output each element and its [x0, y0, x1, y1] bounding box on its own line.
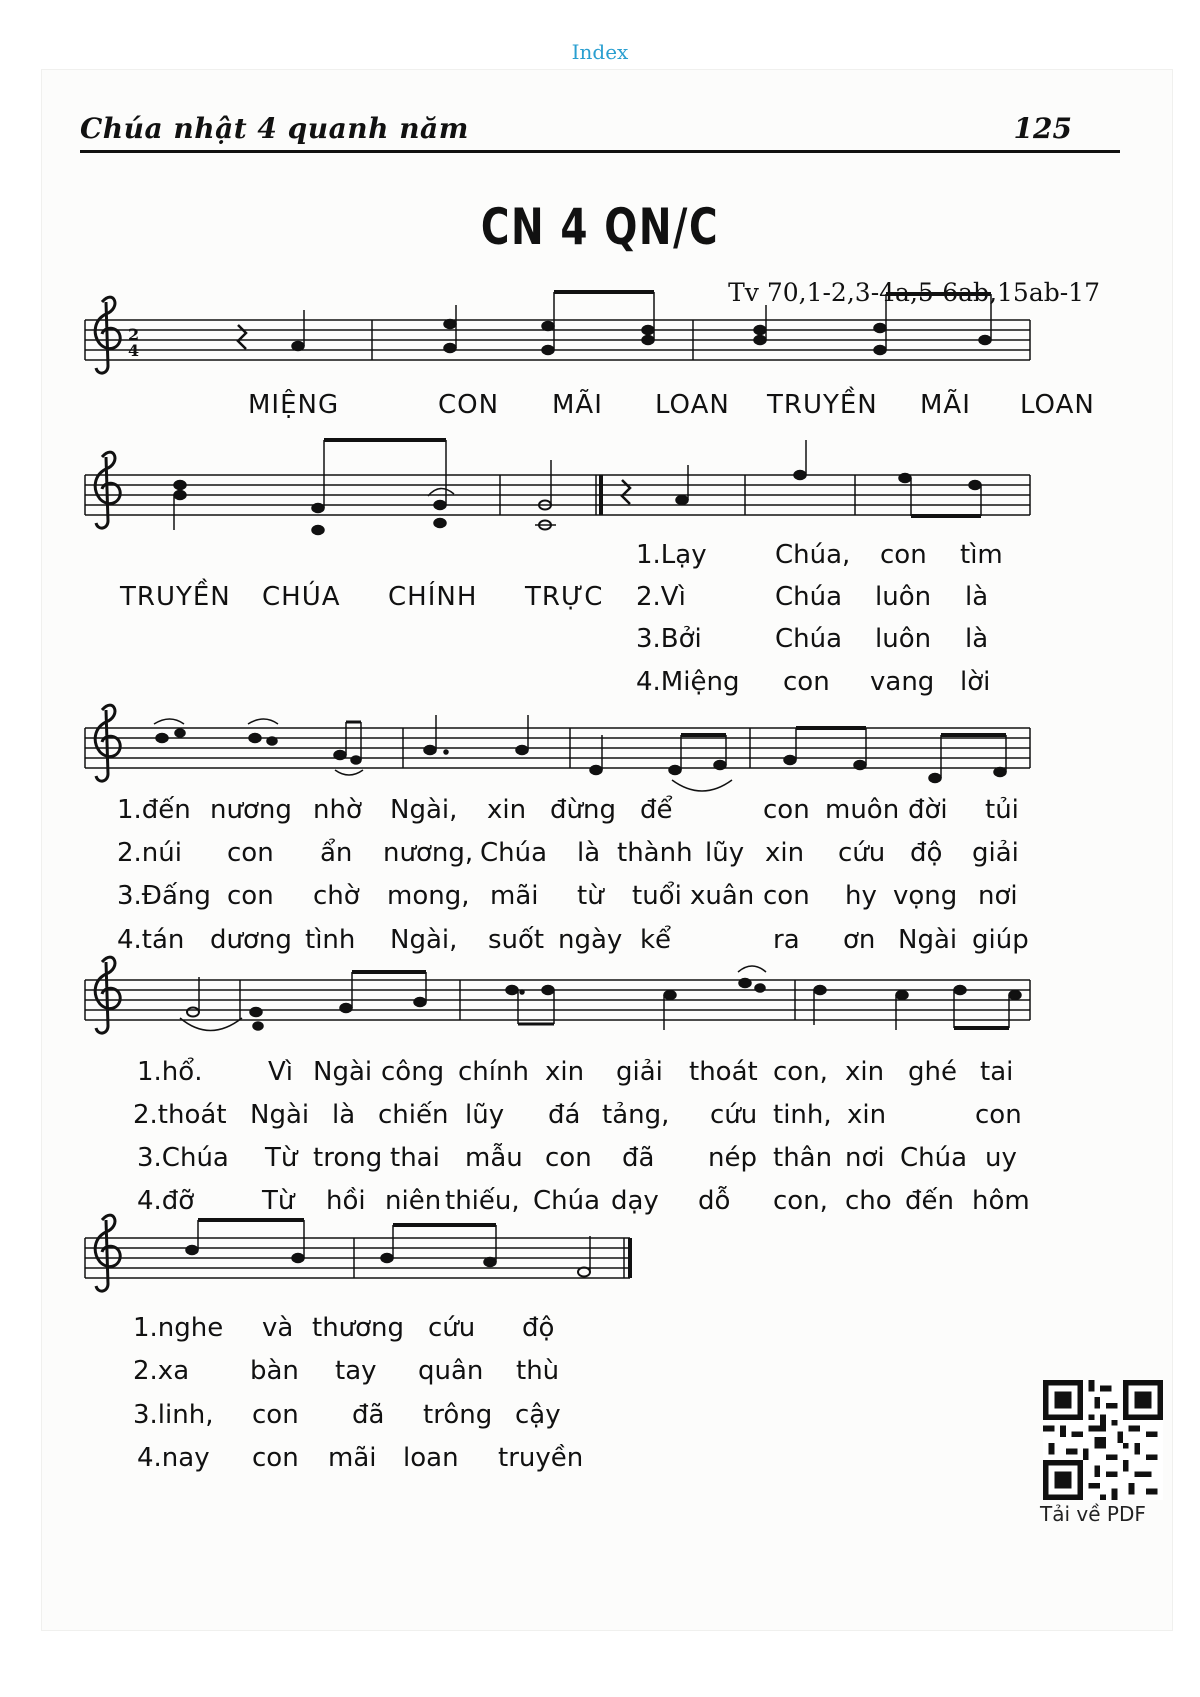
- verse-word: nép: [708, 1143, 757, 1173]
- staff-system-4: [85, 957, 1030, 1033]
- verse-word: là: [577, 838, 601, 868]
- verse-word: lời: [960, 667, 991, 697]
- refrain-word: MÃI: [920, 390, 971, 420]
- verse-word: tai: [980, 1057, 1014, 1087]
- verse-word: truyền: [498, 1443, 584, 1473]
- verse-word: 3.linh,: [133, 1400, 214, 1430]
- verse-word: cậy: [515, 1400, 561, 1430]
- verse-word: cứu: [838, 838, 886, 868]
- verse-word: ra: [773, 925, 800, 955]
- verse-word: độ: [522, 1313, 555, 1343]
- verse-word: ghé: [908, 1057, 957, 1087]
- verse-word: xin: [487, 795, 527, 825]
- verse-word: muôn: [825, 795, 900, 825]
- staff-system-1: [85, 292, 1030, 373]
- verse-word: 1.đến: [117, 795, 191, 825]
- verse-word: 4.nay: [137, 1443, 210, 1473]
- verse-word: ngày: [558, 925, 623, 955]
- verse-word: Chúa: [775, 624, 843, 654]
- verse-word: thoát: [689, 1057, 758, 1087]
- refrain-word: LOAN: [655, 390, 730, 420]
- verse-word: đã: [622, 1143, 655, 1173]
- verse-word: mẫu: [465, 1143, 523, 1173]
- qr-code-icon[interactable]: [1043, 1380, 1163, 1500]
- verse-word: loan: [403, 1443, 459, 1473]
- verse-word: xin: [847, 1100, 887, 1130]
- verse-word: chính: [458, 1057, 529, 1087]
- verse-word: 2.thoát: [133, 1100, 227, 1130]
- verse-word: con: [975, 1100, 1022, 1130]
- verse-word: Ngài,: [390, 795, 458, 825]
- verse-word: 1.hổ.: [137, 1057, 203, 1087]
- verse-word: Chúa: [480, 838, 548, 868]
- verse-word: thân: [773, 1143, 833, 1173]
- verse-word: ơn: [843, 925, 876, 955]
- verse-word: cho: [845, 1186, 892, 1216]
- refrain-word: TRUYỀN: [120, 582, 231, 612]
- verse-word: trong: [313, 1143, 383, 1173]
- refrain-word: CON: [438, 390, 500, 420]
- refrain-word: CHÍNH: [388, 582, 478, 612]
- refrain-word: MIỆNG: [248, 390, 340, 420]
- verse-word: con: [783, 667, 830, 697]
- verse-word: giải: [972, 838, 1019, 868]
- verse-word: 3.Bởi: [636, 624, 702, 654]
- verse-word: mãi: [490, 881, 539, 911]
- refrain-word: TRỰC: [525, 582, 604, 612]
- section-title: Chúa nhật 4 quanh năm: [80, 112, 469, 145]
- verse-word: Ngài: [313, 1057, 373, 1087]
- index-link[interactable]: Index: [571, 40, 629, 64]
- verse-word: hôm: [972, 1186, 1030, 1216]
- download-pdf-link[interactable]: Tải về PDF: [1040, 1502, 1146, 1526]
- verse-word: con,: [773, 1057, 828, 1087]
- verse-word: con: [763, 795, 810, 825]
- verse-word: 2.Vì: [636, 582, 686, 612]
- verse-word: luôn: [875, 582, 932, 612]
- verse-word: để: [640, 795, 673, 825]
- staff-system-3: [85, 705, 1030, 791]
- verse-word: ẩn: [320, 838, 353, 868]
- verse-word: hy: [845, 881, 877, 911]
- verse-word: con: [880, 540, 927, 570]
- verse-word: xin: [765, 838, 805, 868]
- verse-word: con,: [773, 1186, 828, 1216]
- verse-word: mong,: [387, 881, 470, 911]
- verse-word: 3.Đấng: [117, 881, 211, 911]
- verse-word: là: [965, 624, 989, 654]
- verse-word: xin: [545, 1057, 585, 1087]
- verse-word: giúp: [972, 925, 1029, 955]
- verse-word: đừng: [550, 795, 616, 825]
- verse-word: dương: [210, 925, 292, 955]
- verse-word: là: [332, 1100, 356, 1130]
- verse-word: Từ: [262, 1186, 295, 1216]
- verse-word: và: [262, 1313, 294, 1343]
- verse-word: giải: [616, 1057, 663, 1087]
- verse-word: tảng,: [602, 1100, 670, 1130]
- psalm-reference: Tv 70,1-2,3-4a,5-6ab,15ab-17: [728, 278, 1100, 307]
- verse-word: Chúa,: [775, 540, 851, 570]
- verse-word: dỗ: [698, 1186, 731, 1216]
- verse-word: 4.đỡ: [137, 1186, 195, 1216]
- svg-text:4: 4: [128, 341, 140, 360]
- verse-word: suốt: [488, 925, 545, 955]
- verse-word: đời: [908, 795, 948, 825]
- verse-word: đá: [548, 1100, 581, 1130]
- verse-word: lũy: [705, 838, 745, 868]
- verse-word: 1.nghe: [133, 1313, 224, 1343]
- verse-word: 3.Chúa: [137, 1143, 229, 1173]
- verse-word: tay: [335, 1356, 377, 1386]
- staff-system-5: [85, 1215, 630, 1291]
- verse-word: Chúa: [900, 1143, 968, 1173]
- verse-word: Vì: [268, 1057, 294, 1087]
- verse-word: là: [965, 582, 989, 612]
- verse-word: công: [381, 1057, 445, 1087]
- verse-word: đã: [352, 1400, 385, 1430]
- verse-word: tuổi: [632, 881, 682, 911]
- svg-text:2: 2: [128, 325, 140, 344]
- verse-word: Chúa: [533, 1186, 601, 1216]
- verse-word: độ: [910, 838, 943, 868]
- verse-word: thai: [390, 1143, 440, 1173]
- verse-word: 4.tán: [117, 925, 185, 955]
- verse-word: 4.Miệng: [636, 667, 740, 697]
- verse-word: bàn: [250, 1356, 299, 1386]
- verse-word: con: [545, 1143, 592, 1173]
- refrain-word: LOAN: [1020, 390, 1095, 420]
- verse-word: mãi: [328, 1443, 377, 1473]
- verse-word: cứu: [428, 1313, 476, 1343]
- verse-word: quân: [418, 1356, 484, 1386]
- refrain-word: CHÚA: [262, 582, 341, 612]
- verse-word: con: [763, 881, 810, 911]
- verse-word: chờ: [313, 881, 360, 911]
- verse-word: nương: [210, 795, 292, 825]
- verse-word: luôn: [875, 624, 932, 654]
- verse-word: con: [252, 1443, 299, 1473]
- verse-word: nơi: [845, 1143, 885, 1173]
- verse-word: nhờ: [313, 795, 362, 825]
- verse-word: kể: [640, 925, 672, 955]
- verse-word: 2.núi: [117, 838, 182, 868]
- verse-word: uy: [985, 1143, 1017, 1173]
- verse-word: nơi: [978, 881, 1018, 911]
- song-title: CN 4 QN/C: [480, 198, 720, 256]
- verse-word: Từ: [265, 1143, 298, 1173]
- verse-word: xuân: [690, 881, 755, 911]
- refrain-word: MÃI: [552, 390, 603, 420]
- verse-word: Ngài: [898, 925, 958, 955]
- verse-word: hồi: [326, 1186, 366, 1216]
- verse-word: 2.xa: [133, 1356, 190, 1386]
- verse-word: con: [227, 838, 274, 868]
- verse-word: xin: [845, 1057, 885, 1087]
- verse-word: thành: [617, 838, 693, 868]
- verse-word: tủi: [985, 795, 1019, 825]
- verse-word: tình: [305, 925, 356, 955]
- verse-word: dạy: [611, 1186, 659, 1216]
- verse-word: vang: [870, 667, 935, 697]
- verse-word: nương,: [383, 838, 474, 868]
- verse-word: từ: [577, 881, 604, 911]
- verse-word: niên: [385, 1186, 442, 1216]
- staff-system-2: [85, 440, 1030, 535]
- verse-word: thù: [516, 1356, 560, 1386]
- verse-word: Ngài,: [390, 925, 458, 955]
- verse-word: thiếu,: [445, 1186, 520, 1216]
- refrain-word: TRUYỀN: [767, 390, 878, 420]
- verse-word: Ngài: [250, 1100, 310, 1130]
- verse-word: tìm: [960, 540, 1003, 570]
- verse-word: con: [227, 881, 274, 911]
- verse-word: 1.Lạy: [636, 540, 707, 570]
- verse-word: trông: [423, 1400, 493, 1430]
- verse-word: thương: [312, 1313, 405, 1343]
- verse-word: lũy: [465, 1100, 505, 1130]
- page-number: 125: [1013, 112, 1072, 145]
- verse-word: tinh,: [773, 1100, 832, 1130]
- verse-word: Chúa: [775, 582, 843, 612]
- verse-word: đến: [905, 1186, 954, 1216]
- verse-word: chiến: [378, 1100, 449, 1130]
- verse-word: con: [252, 1400, 299, 1430]
- verse-word: cứu: [710, 1100, 758, 1130]
- verse-word: vọng: [893, 881, 958, 911]
